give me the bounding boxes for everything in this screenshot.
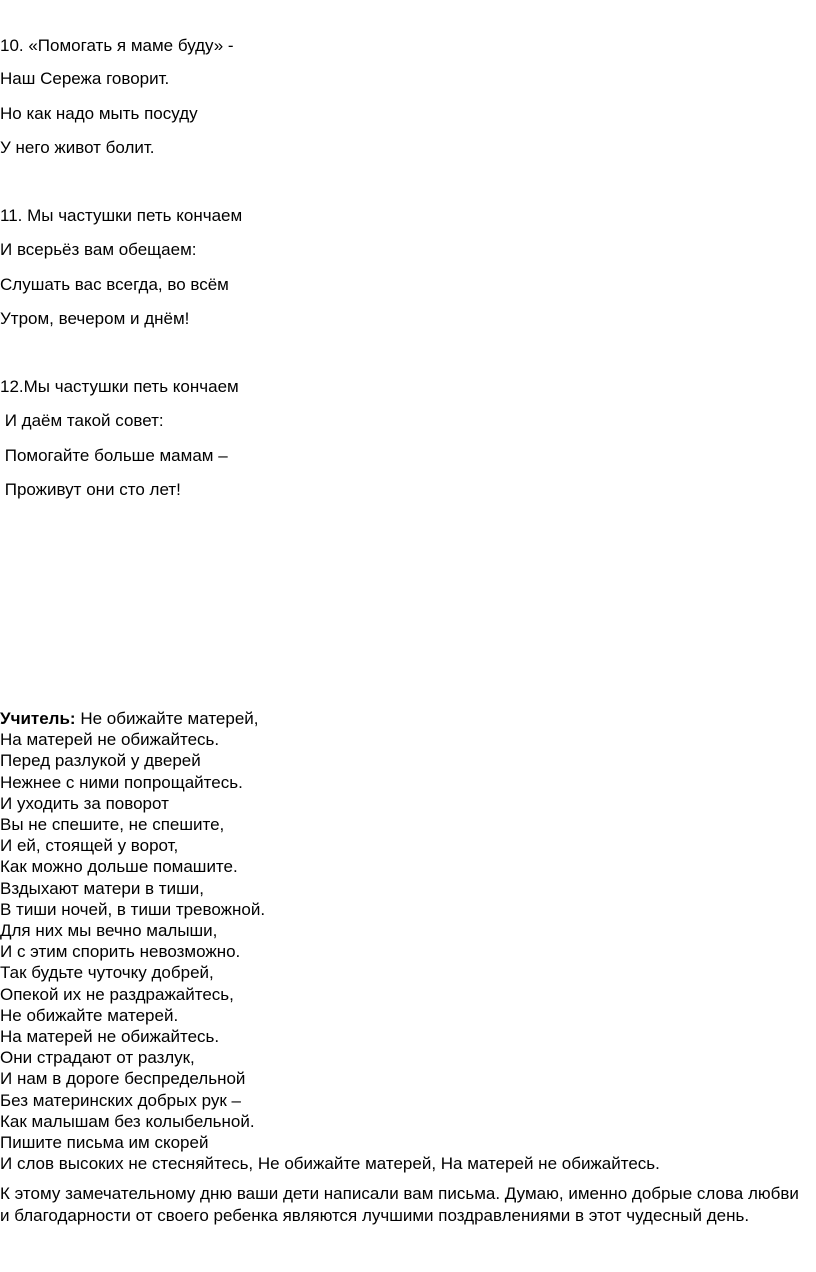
stanza-line: И всерьёз вам обещаем:	[0, 240, 197, 259]
poem-line: На матерей не обижайтесь.	[0, 730, 220, 750]
stanza-line: У него живот болит.	[0, 138, 155, 157]
stanza-line: Слушать вас всегда, во всём	[0, 275, 229, 294]
poem-line: Как можно дольше помашите.	[0, 857, 238, 877]
poem-line: И слов высоких не стесняйтесь, Не обижайте матерей, На матерей не обижайтесь.	[0, 1154, 660, 1174]
poem-line: И нам в дороге беспредельной	[0, 1069, 246, 1089]
poem-line: Для них мы вечно малыши,	[0, 921, 218, 941]
poem-line: Они страдают от разлук,	[0, 1048, 195, 1068]
poem-line: Нежнее с ними попрощайтесь.	[0, 772, 243, 792]
stanza-line: И даём такой совет:	[0, 411, 164, 430]
poem-first-line	[0, 708, 810, 729]
stanza-line: 12.Мы частушки петь кончаем	[0, 377, 239, 396]
speaker-label: Учитель:	[0, 709, 76, 728]
poem-line: Пишите письма им скорей	[0, 1133, 209, 1153]
poem-line: Как малышам без колыбельной.	[0, 1111, 255, 1131]
poem-line: Перед разлукой у дверей	[0, 751, 201, 771]
poem-line: Не обижайте матерей.	[0, 1005, 179, 1025]
stanza-line: Помогайте больше мамам –	[0, 446, 228, 465]
stanza-line: 11. Мы частушки петь кончаем	[0, 206, 243, 225]
stanza-line: Утром, вечером и днём!	[0, 309, 190, 328]
poem-line: Не обижайте матерей,	[75, 709, 259, 728]
closing-paragraph: К этому замечательному дню ваши дети написали вам письма. Думаю, именно добрые слова любви и благодарности от своего ребенка являются лучшими поздравлениями в этот чудесный день.	[0, 1184, 799, 1225]
teacher-poem	[0, 708, 810, 1174]
poem-line: Вздыхают матери в тиши,	[0, 878, 204, 898]
stanza-line: Но как надо мыть посуду	[0, 104, 198, 123]
poem-line: В тиши ночей, в тиши тревожной.	[0, 899, 266, 919]
poem-line: И ей, стоящей у ворот,	[0, 836, 179, 856]
poem-line: И с этим спорить невозможно.	[0, 942, 241, 962]
stanza-line: 10. «Помогать я маме буду» -	[0, 36, 234, 55]
stanza-line: Наш Сережа говорит.	[0, 69, 170, 88]
poem-line: На матерей не обижайтесь.	[0, 1027, 220, 1047]
stanza-line: Проживут они сто лет!	[0, 480, 181, 499]
poem-line: Так будьте чуточку добрей,	[0, 963, 214, 983]
poem-line: Вы не спешите, не спешите,	[0, 815, 225, 835]
poem-line: И уходить за поворот	[0, 793, 169, 813]
poem-line: Опекой их не раздражайтесь,	[0, 984, 234, 1004]
poem-line: Без материнских добрых рук –	[0, 1090, 241, 1110]
